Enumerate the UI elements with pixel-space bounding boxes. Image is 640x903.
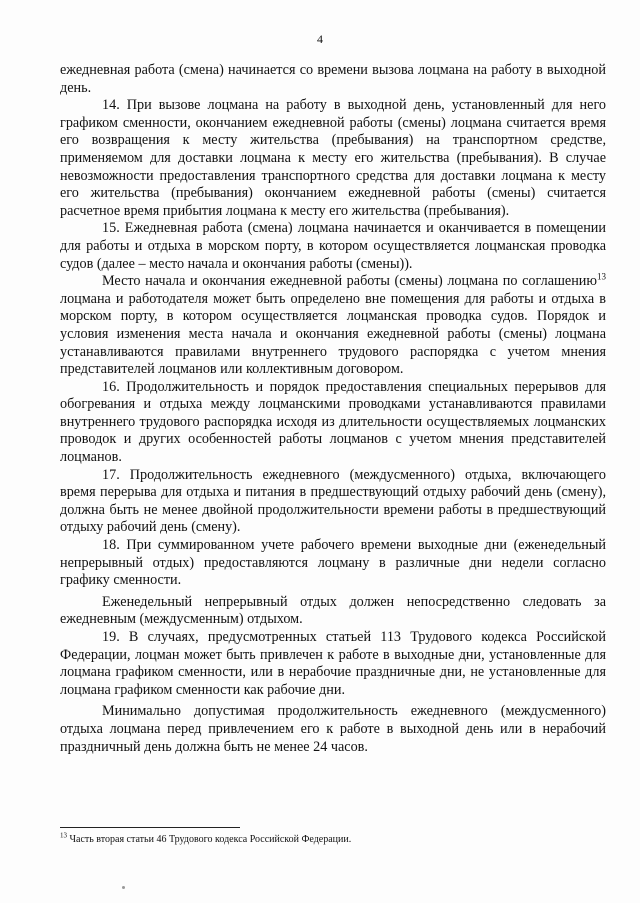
footnote-text: Часть вторая статьи 46 Трудового кодекса Российской Федерации. bbox=[67, 834, 352, 845]
paragraph-item-19-minimum-rest: Минимально допустимая продолжительность ежедневного (междусменного) отдыха лоцмана перед привлечением его к работе в выходной день или в нерабочий праздничный день должна быть не менее 24 часов. bbox=[60, 703, 606, 755]
paragraph-item-14: 14. При вызове лоцмана на работу в выходной день, установленный для него графиком сменности, окончанием ежедневной работы (смены) лоцмана считается время его возвращения к месту жительства (пребывания) на транспортном средстве, применяемом для доставки лоцмана к месту его жительства (пребывания). В случае невозможности предоставления транспортного средства для доставки лоцмана к месту его жительства (пребывания) окончанием ежедневной работы (смены) считается расчетное время прибытия лоцмана к месту его жительства (пребывания). bbox=[60, 97, 606, 219]
footnote-separator bbox=[60, 827, 240, 828]
paragraph-item-15: 15. Ежедневная работа (смена) лоцмана начинается и оканчивается в помещении для работы и отдыха в морском порту, в котором осуществляется лоцманская проводка судов (далее – место начала и окончания работы (смены)). bbox=[60, 220, 606, 272]
paragraph-item-16: 16. Продолжительность и порядок предоставления специальных перерывов для обогревания и отдыха между лоцманскими проводками устанавливаются правилами внутреннего трудового распорядка исходя из длительности осуществляемых лоцманских проводок и других особенностей работы лоцманов с учетом мнения представителей лоцманов. bbox=[60, 378, 606, 466]
footnote-reference: 13 bbox=[597, 271, 606, 282]
paragraph-item-18: 18. При суммированном учете рабочего времени выходные дни (еженедельный непрерывный отдых) предоставляются лоцману в различные дни недели согласно графику сменности. bbox=[60, 537, 606, 589]
scan-speck bbox=[122, 886, 125, 889]
footnote-marker: 13 bbox=[60, 831, 67, 840]
document-body bbox=[60, 62, 606, 756]
paragraph-item-18-weekly-rest: Еженедельный непрерывный отдых должен непосредственно следовать за ежедневным (междусменным) отдыхом. bbox=[60, 593, 606, 628]
paragraph-text: лоцмана и работодателя может быть определено вне помещения для работы и отдыха в морском порту, в котором осуществляется лоцманская проводка судов. Порядок и условия изменения места начала и окончания ежедневной работы (смены) лоцмана устанавливаются правилами внутреннего трудового распорядка с учетом мнения представителей лоцманов или коллективным договором. bbox=[60, 290, 606, 378]
footnote bbox=[60, 833, 600, 846]
paragraph-item-19: 19. В случаях, предусмотренных статьей 113 Трудового кодекса Российской Федерации, лоцман может быть привлечен к работе в выходные дни, установленные для лоцмана графиком сменности, или в нерабочие праздничные дни, не установленные для лоцмана графиком сменности как рабочие дни. bbox=[60, 629, 606, 698]
paragraph-item-15-workplace bbox=[60, 273, 606, 379]
paragraph-item-17: 17. Продолжительность ежедневного (междусменного) отдыха, включающего время перерыва для отдыха и питания в предшествующий отдыху рабочий день (смену), должна быть не менее двойной продолжительности времени работы в предшествующий отдыху рабочий день (смену). bbox=[60, 466, 606, 536]
paragraph-text: Место начала и окончания ежедневной работы (смены) лоцмана по соглашению bbox=[102, 273, 597, 290]
paragraph-continuation: ежедневная работа (смена) начинается со времени вызова лоцмана на работу в выходной день. bbox=[60, 62, 606, 96]
page-number: 4 bbox=[317, 32, 323, 46]
